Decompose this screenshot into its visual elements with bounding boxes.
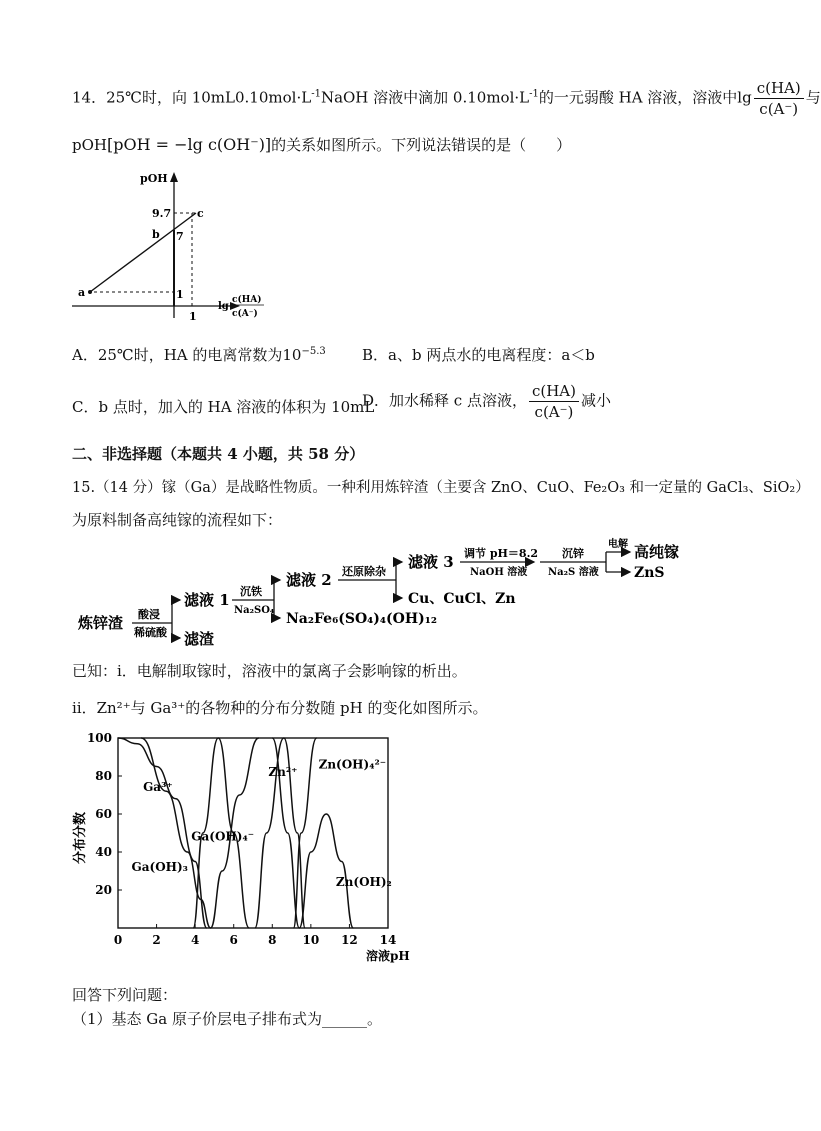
flow-product2: ZnS [634, 565, 665, 581]
flow-step2-bottom: Na₂SO₄ [234, 605, 275, 616]
flow-cu-products: Cu、CuCl、Zn [408, 591, 516, 607]
q14-stem: 14．25℃时，向 $10mL0.10mol\cdot L^{-1}NaOH$ 溶液中滴加 $0.10mol\cdot L^{-1}$的一元弱酸 HA 溶液，溶液中lg $\frac{c(HA)}{c(A^-)}$ 与 [72, 79, 821, 118]
x-tick-label: 6 [229, 933, 238, 947]
series-label-5: Zn(OH)₂ [335, 875, 392, 890]
flow-filtrate2: 滤液 2 [286, 571, 332, 589]
flow-step4-bottom: NaOH 溶液 [470, 567, 528, 578]
q14-option-b: B．a、b 两点水的电离程度：a＜b [362, 346, 595, 364]
series-label-0: Ga³⁺ [143, 780, 173, 795]
x-tick-label: 4 [190, 933, 200, 947]
flow-step5-bottom: Na₂S 溶液 [548, 567, 599, 578]
x-tick-label: 2 [152, 933, 161, 947]
flow-step2-top: 沉铁 [240, 585, 262, 598]
option-d-fraction: $\frac{c(HA)}{c(A^-)}$ [529, 381, 579, 422]
q15-known2: ⅱ．Zn²⁺与 Ga³⁺的各物种的分布分数随 pH 的变化如图所示。 [72, 699, 488, 717]
section-heading: 二、非选择题（本题共 4 小题，共 58 分） [72, 445, 365, 463]
distribution-chart [70, 728, 420, 968]
y-tick-9-7: 9.7 [152, 207, 172, 220]
q15-flow-diagram [74, 536, 724, 654]
chart-xlabel: 溶液pH [366, 949, 410, 963]
x-axis-label-lg: lg [218, 301, 229, 312]
y-tick-label: 40 [95, 845, 112, 859]
q14-option-a: A．25℃时，HA 的电离常数为$10^{-5.3}$ [72, 346, 326, 364]
y-tick-1: 1 [176, 288, 184, 301]
y-tick-label: 60 [95, 807, 112, 821]
point-a: a [78, 286, 86, 299]
flow-step6-top: 电解 [608, 539, 628, 550]
flow-filtrate1: 滤液 1 [184, 591, 230, 609]
y-tick-label: 100 [86, 731, 112, 745]
flow-step1-top: 酸浸 [138, 608, 160, 621]
q14-option-c: C．b 点时，加入的 HA 溶液的体积为 10mL [72, 398, 375, 416]
series-label-1: Ga(OH)₃ [131, 860, 188, 874]
point-c: c [197, 207, 204, 220]
y-tick-label: 20 [95, 883, 112, 897]
chart-ylabel: 分布分数 [73, 811, 88, 865]
x-axis-label-den: c(A⁻) [232, 309, 258, 319]
series-label-3: Zn²⁺ [268, 765, 298, 779]
series-label-4: Zn(OH)₄²⁻ [318, 757, 387, 772]
q14-option-d: D．加水稀释 c 点溶液， $\frac{c(HA)}{c(A^-)}$ 减小 [362, 382, 612, 421]
x-tick-label: 14 [379, 933, 397, 947]
flow-start: 炼锌渣 [78, 614, 124, 632]
q14-stem-line2: pOH[pOH = −lg c(OH⁻)]的关系如图所示。下列说法错误的是（ ） [72, 135, 572, 154]
q14-stem-fraction: $\frac{c(HA)}{c(A^-)}$ [754, 78, 804, 119]
q15-stem-line1: 15.（14 分）镓（Ga）是战略性物质。一种利用炼锌渣（主要含 ZnO、CuO、Fe₂O₃ 和一定量的 GaCl₃、SiO₂） [72, 480, 810, 496]
y-tick-7: 7 [176, 230, 184, 243]
answer-intro: 回答下列问题： [72, 986, 178, 1004]
flow-step5-top: 沉锌 [562, 547, 584, 560]
y-axis-label: pOH [140, 172, 168, 185]
y-tick-label: 80 [95, 769, 112, 783]
flow-precip-fe: Na₂Fe₆(SO₄)₄(OH)₁₂ [286, 611, 437, 627]
x-tick-1: 1 [189, 310, 197, 323]
series-label-2: Ga(OH)₄⁻ [191, 829, 255, 844]
x-tick-label: 12 [341, 933, 358, 947]
flow-filtrate3: 滤液 3 [408, 553, 454, 571]
flow-residue: 滤渣 [184, 630, 215, 648]
q15-sub1: （1）基态 Ga 原子价层电子排布式为______。 [72, 1010, 383, 1028]
x-tick-label: 8 [268, 933, 277, 947]
q15-known1: 已知：ⅰ．电解制取镓时，溶液中的氯离子会影响镓的析出。 [72, 662, 467, 680]
x-axis-label-num: c(HA) [232, 295, 262, 305]
point-b: b [152, 228, 160, 241]
flow-product1: 高纯镓 [634, 543, 680, 561]
flow-step1-bottom: 稀硫酸 [134, 626, 167, 639]
x-tick-label: 10 [302, 933, 320, 947]
flow-step3-top: 还原除杂 [342, 565, 386, 578]
q14-poh-graph [68, 168, 268, 328]
x-tick-label: 0 [113, 933, 123, 947]
flow-step4-top: 调节 pH＝8.2 [464, 547, 539, 560]
q15-stem-line2: 为原料制备高纯镓的流程如下： [72, 511, 283, 529]
